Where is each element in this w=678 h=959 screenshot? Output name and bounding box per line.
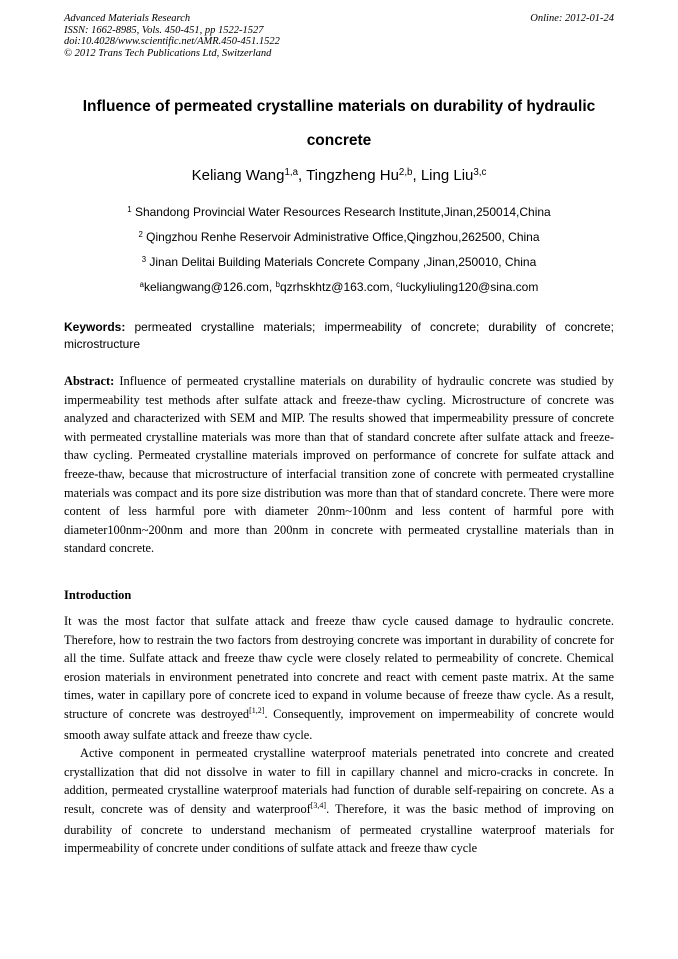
- paper-title: Influence of permeated crystalline materials on durability of hydraulic concrete: [82, 98, 596, 149]
- doi-line: doi:10.4028/www.scientific.net/AMR.450-451.1522: [64, 36, 280, 47]
- author-name: Tingzheng Hu: [306, 167, 399, 184]
- affiliation: [64, 205, 614, 219]
- paragraph-text: It was the most factor that sulfate attack and freeze thaw cycle caused damage to hydraulic concrete. Therefore, how to restrain the two factors from destroying concrete was important in durability of concrete for all the time. Sulfate attack and freeze thaw cycle were closely related to permeability of concrete. Chemical erosion materials in environment penetrated into concrete and react with cement paste matrix. At the same times, water in capillary pore of concrete iced to expand in volume because of freeze thaw cycle. As a result, structure of concrete was destroyed: [64, 614, 614, 721]
- email-text: keliangwang@126.com,: [144, 280, 276, 294]
- abstract-block: [64, 372, 614, 558]
- affiliation-superscript: 2: [138, 229, 143, 239]
- author-superscript: 3,c: [473, 166, 487, 178]
- author-separator: ,: [412, 167, 421, 184]
- affiliation-text: Qingzhou Renhe Reservoir Administrative Office,Qingzhou,262500, China: [146, 230, 540, 244]
- online-date: Online: 2012-01-24: [530, 13, 614, 24]
- email-superscript: b: [275, 279, 280, 289]
- issn-line: ISSN: 1662-8985, Vols. 450-451, pp 1522-1527: [64, 24, 264, 36]
- affiliation: [64, 255, 614, 269]
- affiliation-superscript: 3: [141, 254, 147, 264]
- citation: [1,2]: [249, 706, 265, 716]
- keywords-text: permeated crystalline materials; impermeability of concrete; durability of concrete; microstructure: [64, 320, 614, 351]
- author-superscript: 2,b: [398, 166, 413, 178]
- affiliation: [64, 230, 614, 244]
- paragraph-text: . Consequently, improvement on impermeability of concrete would smooth away sulfate attack and freeze thaw cycle.: [64, 706, 614, 742]
- author-list: [64, 167, 614, 184]
- email-superscript: a: [139, 279, 144, 289]
- abstract-text: Influence of permeated crystalline materials on durability of hydraulic concrete was studied by impermeability test methods after sulfate attack and freeze-thaw cycling. Microstructure of concrete was analyzed and characterized with SEM and MIP. The results showed that impermeability pressure of concrete with permeated crystalline materials was more than that of standard concrete after sulfate attack and freeze-thaw cycling. Permeated crystalline materials improved on performance of concrete for sulfate attack and freeze-thaw, because that microstructure of interfacial transition zone of concrete with permeated crystalline materials was compact and its pore size distribution was more than that of standard concrete. There were more content of less harmful pore with diameter 20nm~100nm and less content of harmful pore with diameter100nm~200nm and more than 200nm in concrete with permeated crystalline materials than in standard concrete.: [64, 374, 614, 556]
- email-text: luckyliuling120@sina.com: [400, 280, 539, 294]
- email-line: [64, 280, 614, 294]
- author-superscript: 1,a: [284, 166, 298, 178]
- section-heading: Introduction: [64, 588, 132, 602]
- paragraph: [64, 744, 614, 858]
- citation: [3,4]: [310, 801, 327, 811]
- author-name: Keliang Wang: [191, 167, 285, 184]
- paragraph-text: . Therefore, it was the basic method of improving on durability of concrete to understand mechanism of permeated crystalline waterproof materials for impermeability of concrete under conditions of sulfate attack and freeze thaw cycle: [64, 801, 614, 856]
- copyright-line: © 2012 Trans Tech Publications Ltd, Switzerland: [64, 47, 272, 59]
- affiliation-text: Jinan Delitai Building Materials Concrete Company ,Jinan,250010, China: [149, 255, 537, 269]
- email-text: qzrhskhtz@163.com,: [279, 280, 397, 294]
- affiliation-text: Shandong Provincial Water Resources Research Institute,Jinan,250014,China: [134, 205, 551, 219]
- author-name: Ling Liu: [420, 167, 474, 184]
- journal-header: [64, 13, 280, 59]
- paragraph: [64, 612, 614, 744]
- email-superscript: c: [396, 279, 401, 289]
- affiliation-superscript: 1: [127, 204, 132, 214]
- keywords-block: [64, 319, 614, 353]
- journal-name: Advanced Materials Research: [64, 13, 191, 24]
- introduction-body: [64, 612, 614, 858]
- author-separator: ,: [298, 167, 307, 184]
- keywords-label: Keywords:: [64, 320, 126, 334]
- paragraph-text: Active component in permeated crystalline waterproof materials penetrated into concrete and created crystallization that did not dissolve in water to fill in capillary channel and micro-cracks in concrete. In addition, permeated crystalline waterproof materials had function of durable self-repairing on concrete. As a result, concrete was of density and waterproof: [64, 746, 614, 816]
- abstract-label: Abstract:: [64, 374, 115, 388]
